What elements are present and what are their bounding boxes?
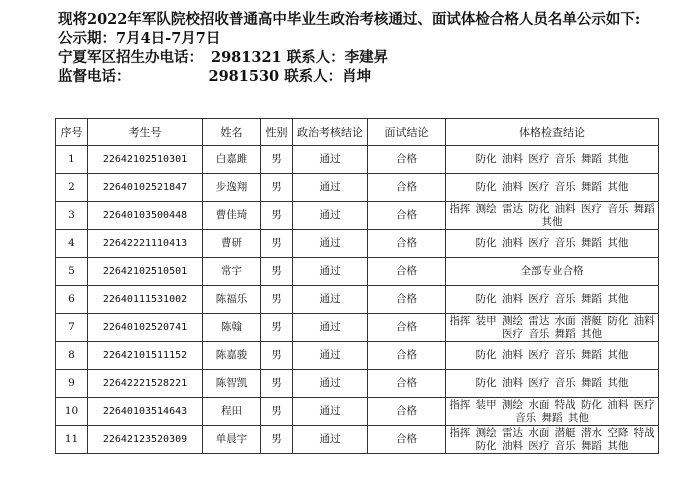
cell-physical: 防化 油料 医疗 音乐 舞蹈 其他 — [446, 370, 659, 398]
supervision-contact: 联系人：肖坤 — [284, 68, 372, 85]
cell-exam-no: 22642221110413 — [88, 230, 203, 258]
recruit-office-contact: 联系人：李建昇 — [286, 49, 389, 66]
cell-interview: 合格 — [368, 398, 446, 426]
cell-name: 步逸翔 — [203, 174, 261, 202]
recruit-office-label: 宁夏军区招生办电话： — [58, 49, 203, 66]
cell-physical: 指挥 测绘 雷达 水面 潜艇 潜水 空降 特战 防化 油料 医疗 音乐 舞蹈 其他 — [446, 426, 659, 454]
cell-political: 通过 — [293, 258, 368, 286]
cell-index: 3 — [56, 202, 88, 230]
col-header-index: 序号 — [56, 119, 88, 146]
cell-political: 通过 — [293, 202, 368, 230]
col-header-exam-no: 考生号 — [88, 119, 203, 146]
cell-gender: 男 — [261, 230, 293, 258]
supervision-label: 监督电话： — [58, 68, 131, 85]
cell-gender: 男 — [261, 426, 293, 454]
cell-political: 通过 — [293, 286, 368, 314]
notice-header — [58, 10, 688, 86]
cell-name: 陈翰 — [203, 314, 261, 342]
cell-physical: 指挥 装甲 测绘 水面 特战 防化 油料 医疗 音乐 舞蹈 其他 — [446, 398, 659, 426]
cell-political: 通过 — [293, 342, 368, 370]
table-row — [56, 398, 659, 426]
cell-physical: 防化 油料 医疗 音乐 舞蹈 其他 — [446, 342, 659, 370]
table-row — [56, 174, 659, 202]
cell-gender: 男 — [261, 398, 293, 426]
col-header-political: 政治考核结论 — [293, 119, 368, 146]
cell-exam-no: 22642101511152 — [88, 342, 203, 370]
col-header-gender: 性别 — [261, 119, 293, 146]
table-row — [56, 342, 659, 370]
cell-exam-no: 22640111531002 — [88, 286, 203, 314]
cell-gender: 男 — [261, 314, 293, 342]
cell-gender: 男 — [261, 286, 293, 314]
cell-political: 通过 — [293, 398, 368, 426]
cell-exam-no: 22640102520741 — [88, 314, 203, 342]
cell-interview: 合格 — [368, 314, 446, 342]
cell-index: 10 — [56, 398, 88, 426]
supervision-phone: 2981530 — [208, 68, 280, 85]
recruit-office-phone: 2981321 — [211, 49, 282, 66]
cell-interview: 合格 — [368, 342, 446, 370]
cell-index: 8 — [56, 342, 88, 370]
cell-physical: 全部专业合格 — [446, 258, 659, 286]
cell-exam-no: 22640103500448 — [88, 202, 203, 230]
cell-physical: 指挥 装甲 测绘 雷达 水面 潜艇 防化 油料 医疗 音乐 舞蹈 其他 — [446, 314, 659, 342]
notice-intro: 现将2022年军队院校招收普通高中毕业生政治考核通过、面试体检合格人员名单公示如下: — [58, 11, 641, 28]
cell-interview: 合格 — [368, 230, 446, 258]
cell-gender: 男 — [261, 342, 293, 370]
cell-index: 2 — [56, 174, 88, 202]
cell-name: 白嘉雎 — [203, 146, 261, 174]
cell-political: 通过 — [293, 174, 368, 202]
table-body — [56, 146, 659, 454]
table-row — [56, 230, 659, 258]
cell-name: 陈福乐 — [203, 286, 261, 314]
recruit-office-phone-line — [58, 48, 688, 67]
cell-index: 9 — [56, 370, 88, 398]
candidate-table — [55, 118, 659, 454]
cell-political: 通过 — [293, 230, 368, 258]
cell-index: 11 — [56, 426, 88, 454]
table-header-row — [56, 119, 659, 146]
cell-exam-no: 22642123520309 — [88, 426, 203, 454]
col-header-name: 姓名 — [203, 119, 261, 146]
table-row — [56, 258, 659, 286]
cell-exam-no: 22642221528221 — [88, 370, 203, 398]
supervision-phone-line — [58, 67, 688, 86]
cell-name: 常宇 — [203, 258, 261, 286]
cell-exam-no: 22640103514643 — [88, 398, 203, 426]
cell-interview: 合格 — [368, 286, 446, 314]
cell-index: 5 — [56, 258, 88, 286]
cell-gender: 男 — [261, 202, 293, 230]
table-row — [56, 426, 659, 454]
cell-name: 陈智凯 — [203, 370, 261, 398]
notice-period: 公示期：7月4日-7月7日 — [58, 30, 221, 47]
cell-physical: 防化 油料 医疗 音乐 舞蹈 其他 — [446, 286, 659, 314]
cell-gender: 男 — [261, 370, 293, 398]
cell-gender: 男 — [261, 258, 293, 286]
cell-index: 1 — [56, 146, 88, 174]
table-row — [56, 314, 659, 342]
cell-political: 通过 — [293, 314, 368, 342]
cell-interview: 合格 — [368, 146, 446, 174]
cell-index: 4 — [56, 230, 88, 258]
cell-political: 通过 — [293, 426, 368, 454]
table-row — [56, 202, 659, 230]
table-row — [56, 286, 659, 314]
cell-physical: 防化 油料 医疗 音乐 舞蹈 其他 — [446, 174, 659, 202]
cell-name: 程田 — [203, 398, 261, 426]
cell-gender: 男 — [261, 146, 293, 174]
cell-exam-no: 22642102510301 — [88, 146, 203, 174]
cell-interview: 合格 — [368, 174, 446, 202]
col-header-interview: 面试结论 — [368, 119, 446, 146]
cell-interview: 合格 — [368, 370, 446, 398]
cell-physical: 防化 油料 医疗 音乐 舞蹈 其他 — [446, 230, 659, 258]
cell-name: 曹佳琦 — [203, 202, 261, 230]
cell-name: 曹研 — [203, 230, 261, 258]
cell-exam-no: 22640102521847 — [88, 174, 203, 202]
cell-physical: 指挥 测绘 雷达 防化 油料 医疗 音乐 舞蹈 其他 — [446, 202, 659, 230]
cell-exam-no: 22642102510501 — [88, 258, 203, 286]
cell-interview: 合格 — [368, 202, 446, 230]
cell-index: 7 — [56, 314, 88, 342]
cell-physical: 防化 油料 医疗 音乐 舞蹈 其他 — [446, 146, 659, 174]
cell-gender: 男 — [261, 174, 293, 202]
cell-political: 通过 — [293, 370, 368, 398]
cell-interview: 合格 — [368, 426, 446, 454]
cell-interview: 合格 — [368, 258, 446, 286]
cell-name: 单晨宇 — [203, 426, 261, 454]
cell-index: 6 — [56, 286, 88, 314]
cell-political: 通过 — [293, 146, 368, 174]
table-row — [56, 146, 659, 174]
col-header-physical: 体格检查结论 — [446, 119, 659, 146]
table-row — [56, 370, 659, 398]
cell-name: 陈嘉骏 — [203, 342, 261, 370]
